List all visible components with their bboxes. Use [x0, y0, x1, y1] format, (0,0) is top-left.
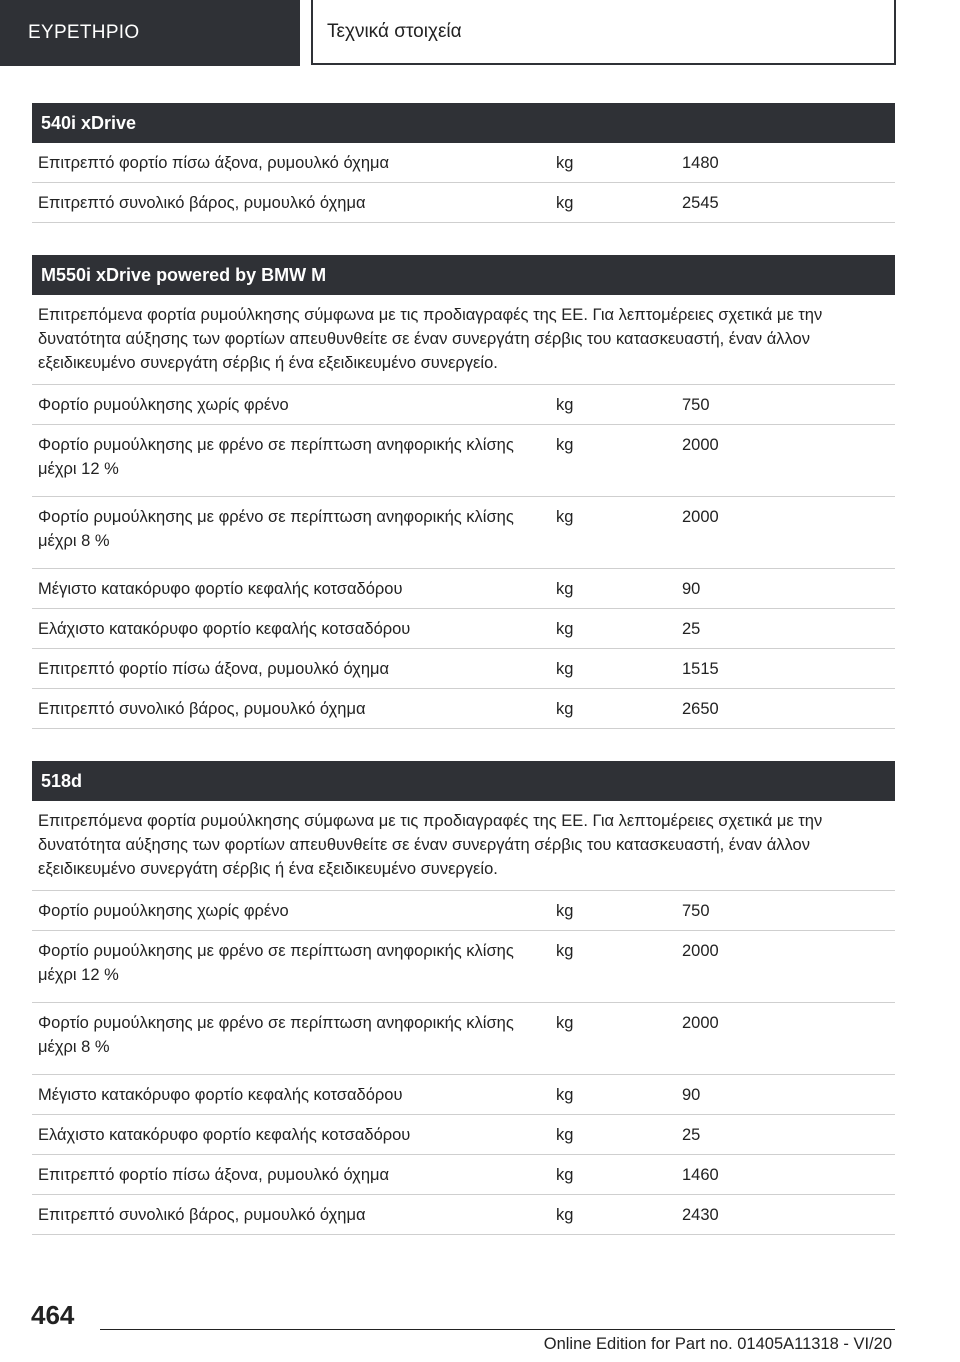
- row-unit: kg: [556, 660, 574, 678]
- row-value: 90: [682, 580, 701, 598]
- row-value: 1460: [682, 1166, 719, 1184]
- table-row: [32, 891, 895, 931]
- row-unit: kg: [556, 942, 574, 960]
- row-unit: kg: [556, 396, 574, 414]
- spec-section: [32, 761, 895, 1235]
- section-note: Επιτρεπόμενα φορτία ρυμούλκησης σύμφωνα με τις προδιαγραφές της ΕΕ. Για λεπτομέρειες σχετικά με την δυνατότητα αύξησης των φορτίων απευθυνθείτε σε έναν συνεργάτη σέρβις του κατασκευαστή, έναν άλλον εξειδικευμένο συνεργάτη σέρβις ή ένα εξειδικευμένο συνεργείο.: [32, 801, 895, 891]
- page-header: [0, 0, 960, 66]
- row-value: 2000: [682, 942, 719, 960]
- row-label: Επιτρεπτό συνολικό βάρος, ρυμουλκό όχημα: [38, 194, 366, 212]
- row-label: Επιτρεπτό συνολικό βάρος, ρυμουλκό όχημα: [38, 1206, 366, 1224]
- row-value: 2650: [682, 700, 719, 718]
- table-row: [32, 649, 895, 689]
- row-value: 750: [682, 902, 710, 920]
- row-unit: kg: [556, 1014, 574, 1032]
- table-row: [32, 1155, 895, 1195]
- row-label: Φορτίο ρυμούλκησης με φρένο σε περίπτωση ανηφορικής κλίσης μέχρι 8 %: [38, 508, 514, 550]
- row-value: 2000: [682, 436, 719, 454]
- row-unit: kg: [556, 1126, 574, 1144]
- row-unit: kg: [556, 1086, 574, 1104]
- table-row: [32, 1075, 895, 1115]
- row-unit: kg: [556, 194, 574, 212]
- table-row: [32, 1003, 895, 1075]
- chapter-title: Τεχνικά στοιχεία: [311, 0, 896, 65]
- table-row: [32, 569, 895, 609]
- row-unit: kg: [556, 620, 574, 638]
- row-label: Επιτρεπτό φορτίο πίσω άξονα, ρυμουλκό όχημα: [38, 154, 390, 172]
- section-title: 518d: [32, 761, 895, 801]
- row-value: 1480: [682, 154, 719, 172]
- row-label: Επιτρεπτό φορτίο πίσω άξονα, ρυμουλκό όχημα: [38, 1166, 390, 1184]
- row-value: 90: [682, 1086, 701, 1104]
- row-label: Φορτίο ρυμούλκησης χωρίς φρένο: [38, 902, 289, 920]
- section-title: M550i xDrive powered by BMW M: [32, 255, 895, 295]
- row-value: 25: [682, 620, 701, 638]
- row-unit: kg: [556, 508, 574, 526]
- page-number: 464: [31, 1300, 75, 1330]
- row-label: Φορτίο ρυμούλκησης χωρίς φρένο: [38, 396, 289, 414]
- row-label: Ελάχιστο κατακόρυφο φορτίο κεφαλής κοτσαδόρου: [38, 1126, 411, 1144]
- row-unit: kg: [556, 580, 574, 598]
- row-unit: kg: [556, 700, 574, 718]
- spec-section: [32, 255, 895, 729]
- page-footer: [0, 1296, 960, 1362]
- row-label: Επιτρεπτό συνολικό βάρος, ρυμουλκό όχημα: [38, 700, 366, 718]
- row-unit: kg: [556, 1206, 574, 1224]
- row-unit: kg: [556, 1166, 574, 1184]
- row-value: 2000: [682, 508, 719, 526]
- index-tab[interactable]: ΕΥΡΕΤΗΡΙΟ: [0, 0, 300, 66]
- row-value: 25: [682, 1126, 701, 1144]
- row-value: 2000: [682, 1014, 719, 1032]
- spec-tables: [32, 103, 895, 1267]
- table-row: [32, 385, 895, 425]
- edition-text: Online Edition for Part no. 01405A11318 - VI/20: [543, 1335, 892, 1353]
- row-value: 750: [682, 396, 710, 414]
- row-label: Μέγιστο κατακόρυφο φορτίο κεφαλής κοτσαδόρου: [38, 580, 403, 598]
- table-row: [32, 1115, 895, 1155]
- row-value: 1515: [682, 660, 719, 678]
- row-label: Ελάχιστο κατακόρυφο φορτίο κεφαλής κοτσαδόρου: [38, 620, 411, 638]
- table-row: [32, 497, 895, 569]
- row-unit: kg: [556, 154, 574, 172]
- table-row: [32, 609, 895, 649]
- table-row: [32, 689, 895, 729]
- footer-divider: [100, 1329, 895, 1330]
- row-unit: kg: [556, 902, 574, 920]
- section-note: Επιτρεπόμενα φορτία ρυμούλκησης σύμφωνα με τις προδιαγραφές της ΕΕ. Για λεπτομέρειες σχετικά με την δυνατότητα αύξησης των φορτίων απευθυνθείτε σε έναν συνεργάτη σέρβις του κατασκευαστή, έναν άλλον εξειδικευμένο συνεργάτη σέρβις ή ένα εξειδικευμένο συνεργείο.: [32, 295, 895, 385]
- table-row: [32, 1195, 895, 1235]
- table-row: [32, 931, 895, 1003]
- row-label: Επιτρεπτό φορτίο πίσω άξονα, ρυμουλκό όχημα: [38, 660, 390, 678]
- row-label: Φορτίο ρυμούλκησης με φρένο σε περίπτωση ανηφορικής κλίσης μέχρι 12 %: [38, 436, 514, 478]
- row-label: Φορτίο ρυμούλκησης με φρένο σε περίπτωση ανηφορικής κλίσης μέχρι 12 %: [38, 942, 514, 984]
- row-label: Μέγιστο κατακόρυφο φορτίο κεφαλής κοτσαδόρου: [38, 1086, 403, 1104]
- row-value: 2430: [682, 1206, 719, 1224]
- row-label: Φορτίο ρυμούλκησης με φρένο σε περίπτωση ανηφορικής κλίσης μέχρι 8 %: [38, 1014, 514, 1056]
- table-row: [32, 143, 895, 183]
- row-unit: kg: [556, 436, 574, 454]
- spec-section: [32, 103, 895, 223]
- section-title: 540i xDrive: [32, 103, 895, 143]
- table-row: [32, 425, 895, 497]
- row-value: 2545: [682, 194, 719, 212]
- table-row: [32, 183, 895, 223]
